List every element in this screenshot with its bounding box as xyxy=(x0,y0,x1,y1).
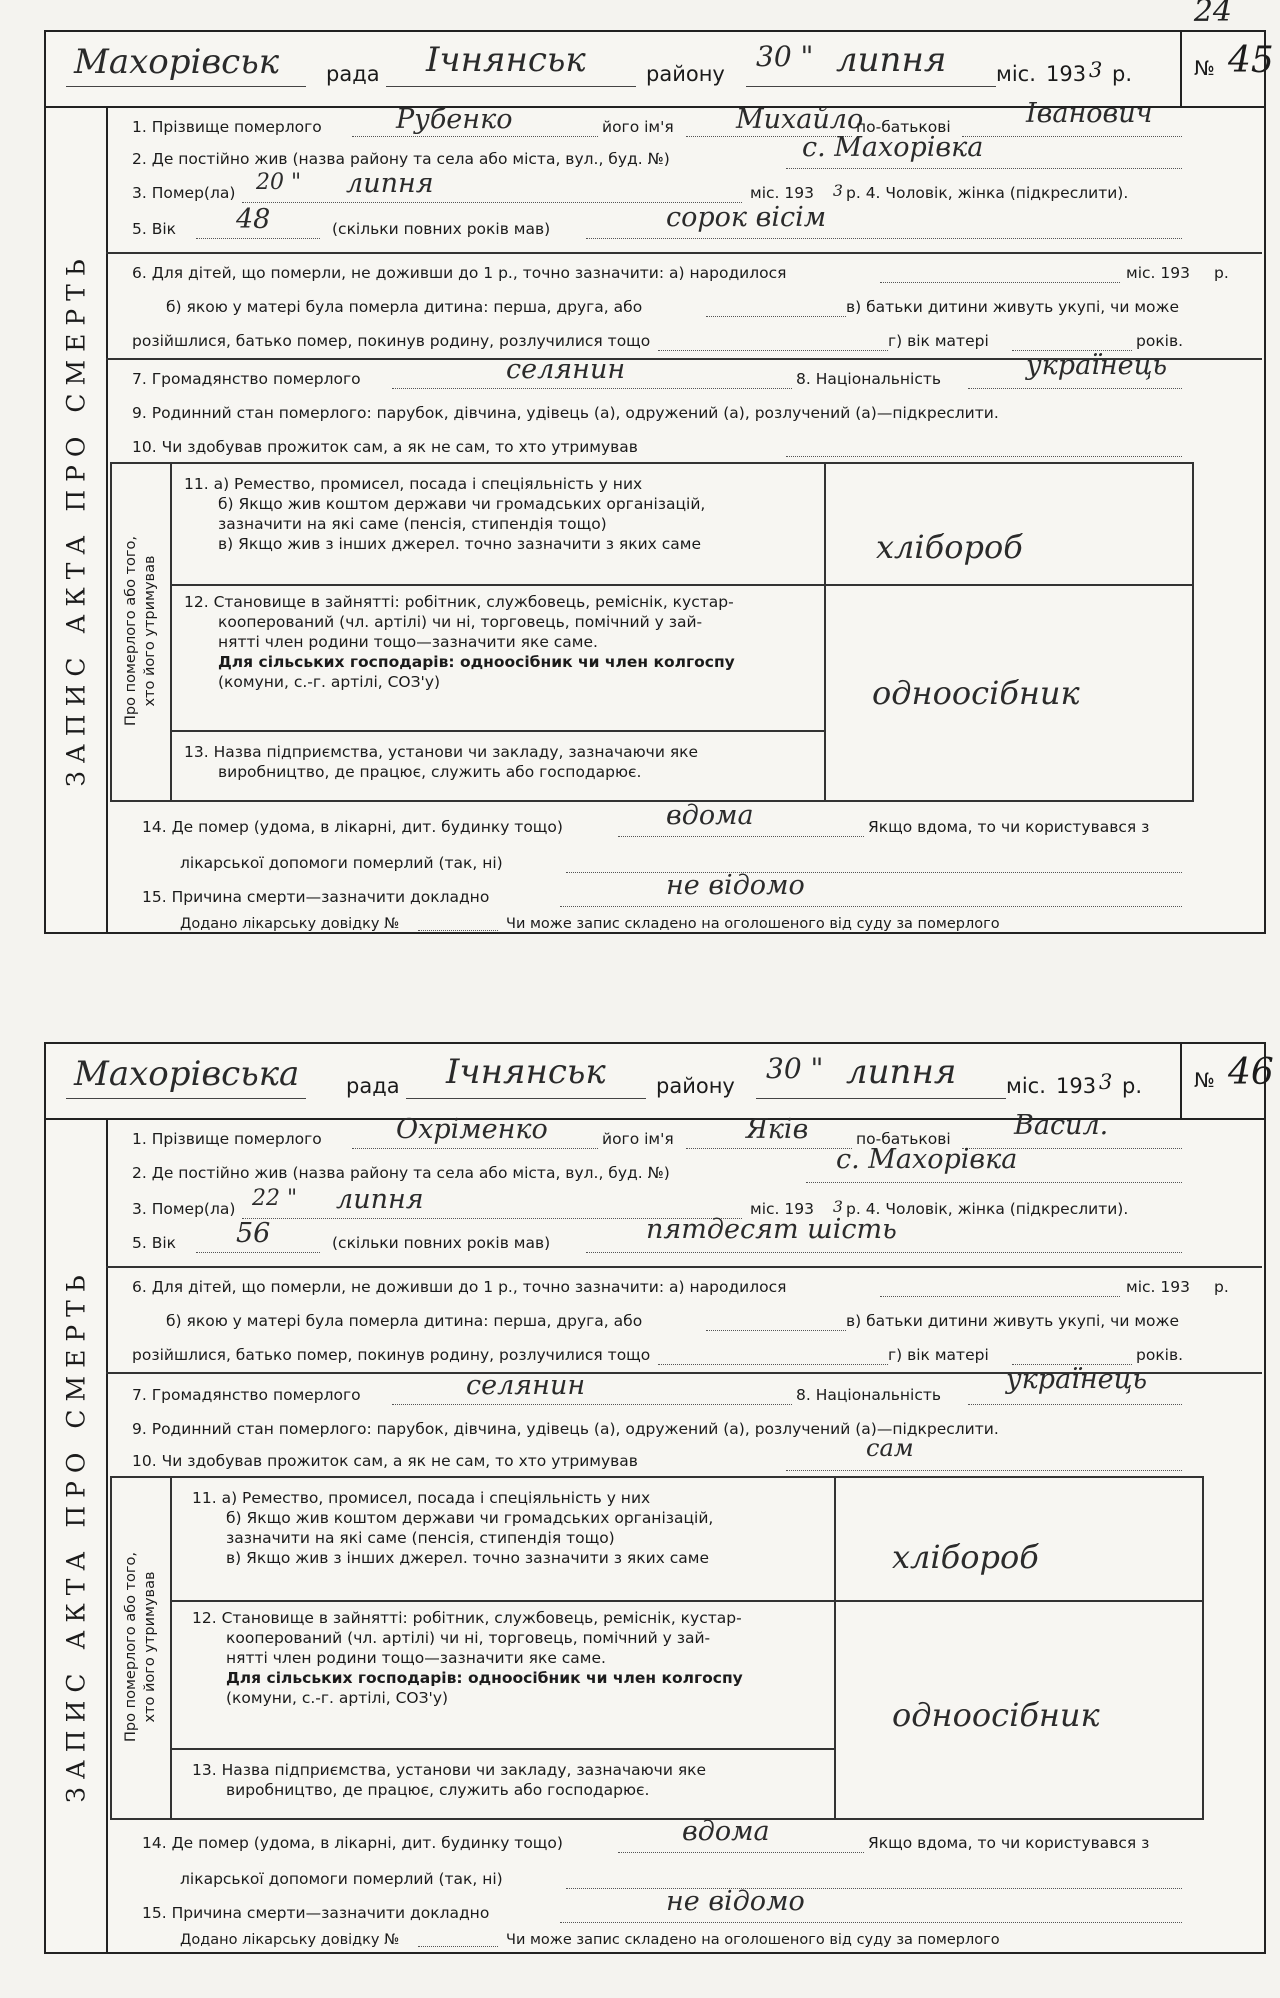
field-6d-label: г) вік матері xyxy=(888,1346,989,1364)
field-6b-label: б) якою у матері була померла дитина: перша, друга, або xyxy=(166,1312,643,1330)
name-value: Яків xyxy=(746,1114,809,1145)
age-value: 56 xyxy=(236,1218,271,1249)
death-year-digit: 3 xyxy=(833,1198,843,1216)
field-11-occupation: 11. а) Ремество, промисел, посада і спеціяльність у них б) Якщо жив коштом держави чи громадських організацій, зазначити на які саме (пенсія, стипендія тощо) в) Якщо жив з інших джерел. точно зазначити з яких саме xyxy=(192,1489,714,1567)
position-value: одноосібник xyxy=(892,1696,1100,1734)
age-words-value: пятдесят шість xyxy=(646,1214,897,1245)
field-11-occupation: 11. а) Ремество, промисел, посада і спеціяльність у них б) Якщо жив коштом держави чи громадських організацій, зазначити на які саме (пенсія, стипендія тощо) в) Якщо жив з інших джерел. точно зазначити з яких саме xyxy=(184,475,706,553)
record-date-month: липня xyxy=(836,40,947,80)
age-words-value: сорок вісім xyxy=(666,202,827,233)
number-sign: № xyxy=(1194,1068,1215,1092)
district-label: району xyxy=(646,62,725,86)
death-month-value: липня xyxy=(346,168,434,199)
field-6-year-suffix: р. xyxy=(1214,1278,1229,1296)
field-16-court-label: Чи може запис складено на оголошеного від суду за померлого xyxy=(506,1932,1000,1948)
cause-value: не відомо xyxy=(666,870,805,901)
field-14-medical-cont: лікарської допомоги померлий (так, ні) xyxy=(180,854,503,872)
record-header xyxy=(46,32,1274,108)
patronymic-value: Васил. xyxy=(1014,1110,1109,1141)
patronymic-value: Іванович xyxy=(1026,98,1153,129)
field-1-surname-label: 1. Прізвище померлого xyxy=(132,1130,322,1148)
field-2-residence-label: 2. Де постійно жив (назва району та села або міста, вул., буд. №) xyxy=(132,150,670,168)
side-title: ЗАПИС АКТА ПРО СМЕРТЬ xyxy=(61,251,91,787)
death-year-digit: 3 xyxy=(833,182,843,200)
field-16-court-label: Чи може запис складено на оголошеного від суду за померлого xyxy=(506,916,1000,932)
field-1-patronymic-label: по-батькові xyxy=(856,118,951,136)
surname-value: Рубенко xyxy=(396,104,513,135)
council-name: Махорівськ xyxy=(74,42,280,82)
field-15-cause-label: 15. Причина смерти—зазначити докладно xyxy=(142,1904,490,1922)
death-day-value: 20 " xyxy=(256,170,302,195)
district-label: району xyxy=(656,1074,735,1098)
nationality-value: українець xyxy=(1026,350,1168,381)
field-14-place-label: 14. Де помер (удома, в лікарні, дит. будинку тощо) xyxy=(142,1834,563,1852)
field-16-certificate-label: Додано лікарську довідку № xyxy=(180,916,400,932)
year-digit: 3 xyxy=(1099,1070,1113,1094)
council-label: рада xyxy=(346,1074,400,1098)
field-7-citizenship-label: 7. Громадянство померлого xyxy=(132,1386,361,1404)
field-6-year-label: міс. 193 xyxy=(1126,264,1190,282)
place-of-death-value: вдома xyxy=(682,1816,770,1847)
month-label: міс. xyxy=(996,62,1036,86)
field-5-age-hint: (скільки повних років мав) xyxy=(332,1234,551,1252)
death-record-card xyxy=(44,30,1274,934)
support-section-label: Про померлого або того, хто його утримував xyxy=(123,536,158,726)
field-14-medical-label: Якщо вдома, то чи користувався з xyxy=(868,818,1150,836)
district-name: Ічнянськ xyxy=(446,1052,606,1092)
field-1-surname-label: 1. Прізвище померлого xyxy=(132,118,322,136)
occupation-value: хлібороб xyxy=(892,1538,1039,1576)
age-value: 48 xyxy=(236,204,271,235)
record-number: 45 xyxy=(1228,40,1274,81)
field-6d-suffix: років. xyxy=(1136,332,1184,350)
year-label: р. xyxy=(1122,1074,1143,1098)
field-10-support-label: 10. Чи здобував прожиток сам, а як не сам, то хто утримував xyxy=(132,438,638,456)
field-6b-label: б) якою у матері була померла дитина: перша, друга, або xyxy=(166,298,643,316)
field-6d-suffix: років. xyxy=(1136,1346,1184,1364)
death-month-value: липня xyxy=(336,1184,424,1215)
field-6-year-label: міс. 193 xyxy=(1126,1278,1190,1296)
field-14-medical-cont: лікарської допомоги померлий (так, ні) xyxy=(180,1870,503,1888)
field-9-marital-label: 9. Родинний стан померлого: парубок, дівчина, удівець (а), одружений (а), розлучений (а)—підкреслити. xyxy=(132,404,999,422)
field-13-workplace: 13. Назва підприємства, установи чи закладу, зазначаючи яке виробництво, де працює, служить або господарює. xyxy=(184,743,699,781)
field-8-nationality-label: 8. Національність xyxy=(796,370,942,388)
field-6c-cont: розійшлися, батько помер, покинув родину, розлучилися тощо xyxy=(132,1346,651,1364)
record-number: 46 xyxy=(1228,1052,1274,1093)
citizenship-value: селянин xyxy=(506,354,626,385)
name-value: Михайло xyxy=(736,104,864,135)
year-label: р. xyxy=(1112,62,1133,86)
field-1-name-label: його ім'я xyxy=(602,118,674,136)
field-16-certificate-label: Додано лікарську довідку № xyxy=(180,1932,400,1948)
field-6c-cont: розійшлися, батько помер, покинув родину, розлучилися тощо xyxy=(132,332,651,350)
cause-value: не відомо xyxy=(666,1886,805,1917)
field-14-medical-label: Якщо вдома, то чи користувався з xyxy=(868,1834,1150,1852)
field-13-workplace: 13. Назва підприємства, установи чи закладу, зазначаючи яке виробництво, де працює, служить або господарює. xyxy=(192,1761,707,1799)
field-6-year-suffix: р. xyxy=(1214,264,1229,282)
district-name: Ічнянськ xyxy=(426,40,586,80)
field-5-age-label: 5. Вік xyxy=(132,1234,177,1252)
support-info-block xyxy=(110,1476,1204,1820)
field-8-nationality-label: 8. Національність xyxy=(796,1386,942,1404)
residence-value: с. Махорівка xyxy=(802,132,984,163)
field-6c-label: в) батьки дитини живуть укупі, чи може xyxy=(846,1312,1179,1330)
number-sign: № xyxy=(1194,56,1215,80)
field-1-name-label: його ім'я xyxy=(602,1130,674,1148)
field-6-children-label: 6. Для дітей, що померли, не доживши до 1 р., точно зазначити: а) народилося xyxy=(132,1278,787,1296)
field-12-position: 12. Становище в зайнятті: робітник, службовець, реміснік, кустар- кооперований (чл. артілі) чи ні, торговець, помічний у зай- нятті член родини тощо—зазначити яке саме. Для сільських господарів: одноосібник чи член колгоспу (комуни, с.-г. артілі, СОЗ'у) xyxy=(184,593,735,691)
field-12-position: 12. Становище в зайнятті: робітник, службовець, реміснік, кустар- кооперований (чл. артілі) чи ні, торговець, помічний у зай- нятті член родини тощо—зазначити яке саме. Для сільських господарів: одноосібник чи член колгоспу (комуни, с.-г. артілі, СОЗ'у) xyxy=(192,1609,743,1707)
record-date-day: 30 " xyxy=(756,40,814,73)
place-of-death-value: вдома xyxy=(666,800,754,831)
field-5-age-hint: (скільки повних років мав) xyxy=(332,220,551,238)
record-number-box xyxy=(1180,32,1274,106)
support-info-block xyxy=(110,462,1194,802)
residence-value: с. Махорівка xyxy=(836,1144,1018,1175)
field-4-sex-label: р. 4. Чоловік, жінка (підкреслити). xyxy=(846,1200,1129,1218)
death-record-card xyxy=(44,1042,1274,1954)
occupation-value: хлібороб xyxy=(876,528,1023,566)
year-prefix: 193 xyxy=(1046,62,1087,86)
field-6d-label: г) вік матері xyxy=(888,332,989,350)
field-9-marital-label: 9. Родинний стан померлого: парубок, дівчина, удівець (а), одружений (а), розлучений (а)—підкреслити. xyxy=(132,1420,999,1438)
page-number: 24 xyxy=(1193,0,1232,29)
support-section-label: Про померлого або того, хто його утримував xyxy=(123,1552,158,1742)
side-title: ЗАПИС АКТА ПРО СМЕРТЬ xyxy=(61,1267,91,1803)
record-date-month: липня xyxy=(846,1052,957,1092)
death-day-value: 22 " xyxy=(252,1186,298,1211)
field-1-patronymic-label: по-батькові xyxy=(856,1130,951,1148)
field-3-year-label: міс. 193 xyxy=(750,184,814,202)
record-number-box xyxy=(1180,1044,1274,1118)
record-header xyxy=(46,1044,1274,1120)
field-10-support-label: 10. Чи здобував прожиток сам, а як не сам, то хто утримував xyxy=(132,1452,638,1470)
field-14-place-label: 14. Де помер (удома, в лікарні, дит. будинку тощо) xyxy=(142,818,563,836)
field-6c-label: в) батьки дитини живуть укупі, чи може xyxy=(846,298,1179,316)
side-title-column xyxy=(46,106,108,932)
field-4-sex-label: р. 4. Чоловік, жінка (підкреслити). xyxy=(846,184,1129,202)
field-6-children-label: 6. Для дітей, що померли, не доживши до 1 р., точно зазначити: а) народилося xyxy=(132,264,787,282)
field-7-citizenship-label: 7. Громадянство померлого xyxy=(132,370,361,388)
field-3-death-date-label: 3. Помер(ла) xyxy=(132,1200,236,1218)
field-2-residence-label: 2. Де постійно жив (назва району та села або міста, вул., буд. №) xyxy=(132,1164,670,1182)
field-3-year-label: міс. 193 xyxy=(750,1200,814,1218)
nationality-value: українець xyxy=(1006,1364,1148,1395)
year-digit: 3 xyxy=(1089,58,1103,82)
position-value: одноосібник xyxy=(872,674,1080,712)
field-3-death-date-label: 3. Помер(ла) xyxy=(132,184,236,202)
month-label: міс. xyxy=(1006,1074,1046,1098)
side-title-column xyxy=(46,1118,108,1952)
surname-value: Охріменко xyxy=(396,1114,548,1145)
record-date-day: 30 " xyxy=(766,1052,824,1085)
field-5-age-label: 5. Вік xyxy=(132,220,177,238)
council-name: Махорівська xyxy=(74,1054,300,1094)
citizenship-value: селянин xyxy=(466,1370,586,1401)
year-prefix: 193 xyxy=(1056,1074,1097,1098)
council-label: рада xyxy=(326,62,380,86)
field-15-cause-label: 15. Причина смерти—зазначити докладно xyxy=(142,888,490,906)
support-person-value: сам xyxy=(866,1434,914,1462)
